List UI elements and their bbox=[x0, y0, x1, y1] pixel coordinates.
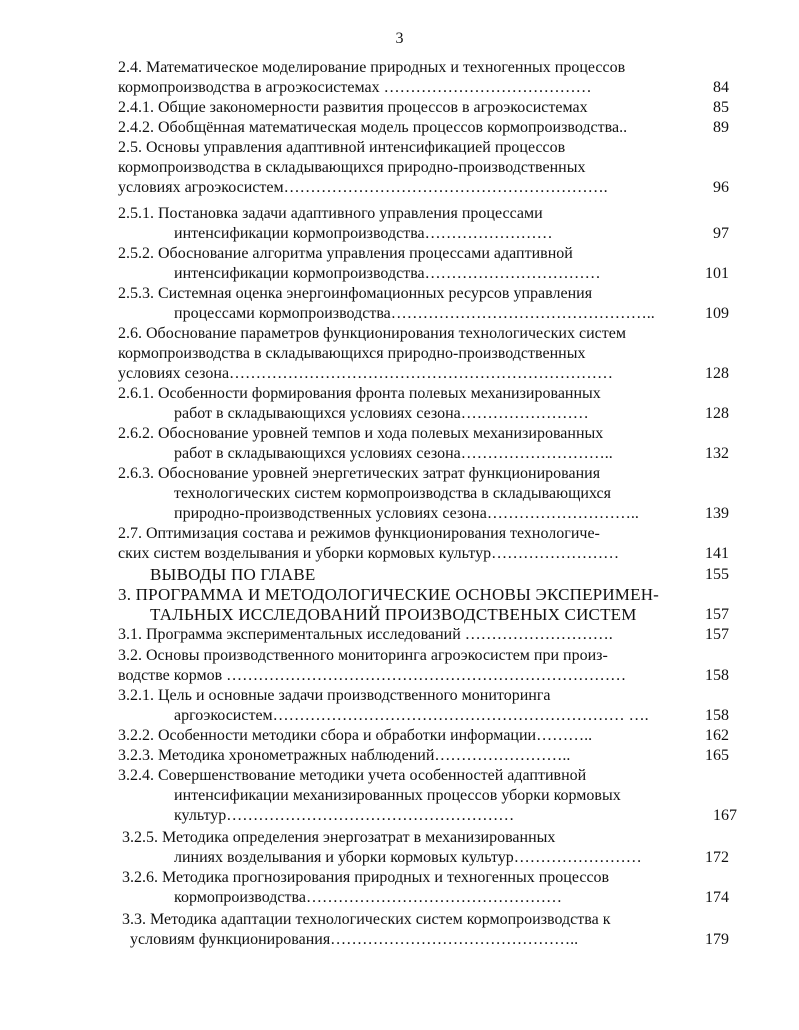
toc-page-number: 128 bbox=[705, 405, 729, 422]
toc-line: 3.2.6. Методика прогнозирования природных и техногенных процессов bbox=[122, 869, 610, 886]
toc-line: кормопроизводства в агроэкосистемах ………………………………… bbox=[118, 79, 592, 96]
toc-line: водстве кормов ………………………………………………………………… bbox=[118, 667, 627, 684]
toc-line: интенсификации кормопроизводства…………………………… bbox=[174, 265, 601, 282]
toc-page-number: 84 bbox=[713, 79, 729, 96]
toc-page-number: 165 bbox=[705, 747, 729, 764]
toc-line: 3.3. Методика адаптации технологических систем кормопроизводства к bbox=[122, 911, 611, 928]
toc-page-number: 157 bbox=[705, 626, 729, 643]
toc-page-number: 97 bbox=[713, 225, 729, 242]
toc-line: интенсификации кормопроизводства…………………… bbox=[174, 225, 553, 242]
toc-line: кормопроизводства в складывающихся природно-производственных bbox=[118, 345, 586, 362]
toc-line: кормопроизводства в складывающихся природно-производственных bbox=[118, 159, 586, 176]
toc-line: культур……………………………………………… bbox=[174, 807, 515, 824]
toc-page-number: 89 bbox=[713, 119, 729, 136]
toc-line: 2.7. Оптимизация состава и режимов функционирования технологиче- bbox=[118, 525, 600, 542]
toc-page-number: 172 bbox=[705, 849, 729, 866]
toc-page-number: 155 bbox=[705, 566, 729, 583]
toc-page-number: 85 bbox=[713, 99, 729, 116]
toc-page-number: 109 bbox=[705, 305, 729, 322]
toc-page-number: 157 bbox=[705, 606, 729, 623]
toc-line: 3.2.3. Методика хронометражных наблюдений…………………….. bbox=[118, 747, 571, 764]
toc-line: ВЫВОДЫ ПО ГЛАВЕ bbox=[150, 565, 316, 584]
toc-line: 2.4. Математическое моделирование природных и техногенных процессов bbox=[118, 59, 626, 76]
toc-line: интенсификации механизированных процессов уборки кормовых bbox=[174, 787, 621, 804]
toc-page-number: 141 bbox=[705, 545, 729, 562]
toc-line: 2.5.2. Обоснование алгоритма управления процессами адаптивной bbox=[118, 245, 573, 262]
toc-line: 3.2.5. Методика определения энергозатрат в механизированных bbox=[122, 829, 556, 846]
toc-line: условиях агроэкосистем……………………………………………………. bbox=[118, 179, 608, 196]
toc-line: технологических систем кормопроизводства в складывающихся bbox=[174, 485, 611, 502]
toc-page-number: 101 bbox=[705, 265, 729, 282]
toc-line: 2.5.1. Постановка задачи адаптивного управления процессами bbox=[118, 205, 543, 222]
toc-line: процессами кормопроизводства………………………………………….. bbox=[174, 305, 655, 322]
toc-line: 3. ПРОГРАММА И МЕТОДОЛОГИЧЕСКИЕ ОСНОВЫ ЭКСПЕРИМЕН- bbox=[118, 585, 660, 604]
toc-line: 3.2.2. Особенности методики сбора и обработки информации……….. bbox=[118, 727, 593, 744]
toc-line: ТАЛЬНЫХ ИССЛЕДОВАНИЙ ПРОИЗВОДСТВЕНЫХ СИСТЕМ bbox=[150, 605, 637, 624]
toc-line: природно-производственных условиях сезона……………………….. bbox=[174, 505, 639, 522]
toc-line: 3.2. Основы производственного мониторинга агроэкосистем при произ- bbox=[118, 647, 608, 664]
toc-line: 2.6.2. Обоснование уровней темпов и хода полевых механизированных bbox=[118, 425, 604, 442]
toc-line: аргоэкосистем………………………………………………………… …. bbox=[174, 707, 649, 724]
toc-line: 2.4.2. Обобщённая математическая модель процессов кормопроизводства.. bbox=[118, 119, 628, 136]
toc-line: 3.2.1. Цель и основные задачи производственного мониторинга bbox=[118, 687, 551, 704]
toc-page-number: 139 bbox=[705, 505, 729, 522]
toc-page-number: 132 bbox=[705, 445, 729, 462]
toc-line: 2.5. Основы управления адаптивной интенсификацией процессов bbox=[118, 139, 566, 156]
toc-line: 2.5.3. Системная оценка энергоинфомационных ресурсов управления bbox=[118, 285, 593, 302]
toc-page-number: 158 bbox=[705, 707, 729, 724]
toc-line: условиям функционирования……………………………………….. bbox=[130, 931, 579, 948]
toc-line: 3.1. Программа экспериментальных исследований ………………………. bbox=[118, 626, 613, 643]
toc-page-number: 162 bbox=[705, 727, 729, 744]
toc-line: кормопроизводства………………………………………… bbox=[174, 889, 562, 906]
toc-page-number: 174 bbox=[705, 889, 729, 906]
toc-line: 2.6.3. Обоснование уровней энергетических затрат функционирования bbox=[118, 465, 601, 482]
toc-page-number: 96 bbox=[713, 179, 729, 196]
toc-line: 3.2.4. Совершенствование методики учета особенностей адаптивной bbox=[118, 767, 587, 784]
toc-line: 2.6.1. Особенности формирования фронта полевых механизированных bbox=[118, 385, 601, 402]
toc-line: работ в складывающихся условиях сезона……………………….. bbox=[174, 445, 613, 462]
toc-page-number: 158 bbox=[705, 667, 729, 684]
toc-page-number: 179 bbox=[705, 931, 729, 948]
toc-page-number: 128 bbox=[705, 365, 729, 382]
toc-line: ских систем возделывания и уборки кормовых культур…………………… bbox=[118, 545, 620, 562]
toc-line: 2.6. Обоснование параметров функционирования технологических систем bbox=[118, 325, 626, 342]
toc-line: 2.4.1. Общие закономерности развития процессов в агроэкосистемах bbox=[118, 99, 588, 116]
toc-line: работ в складывающихся условиях сезона…………………… bbox=[174, 405, 589, 422]
toc-page-number: 167 bbox=[713, 807, 737, 824]
toc-line: условиях сезона……………………………………………………………… bbox=[118, 365, 614, 382]
toc-line: линиях возделывания и уборки кормовых культур…………………… bbox=[174, 849, 642, 866]
page-number: 3 bbox=[395, 30, 404, 47]
